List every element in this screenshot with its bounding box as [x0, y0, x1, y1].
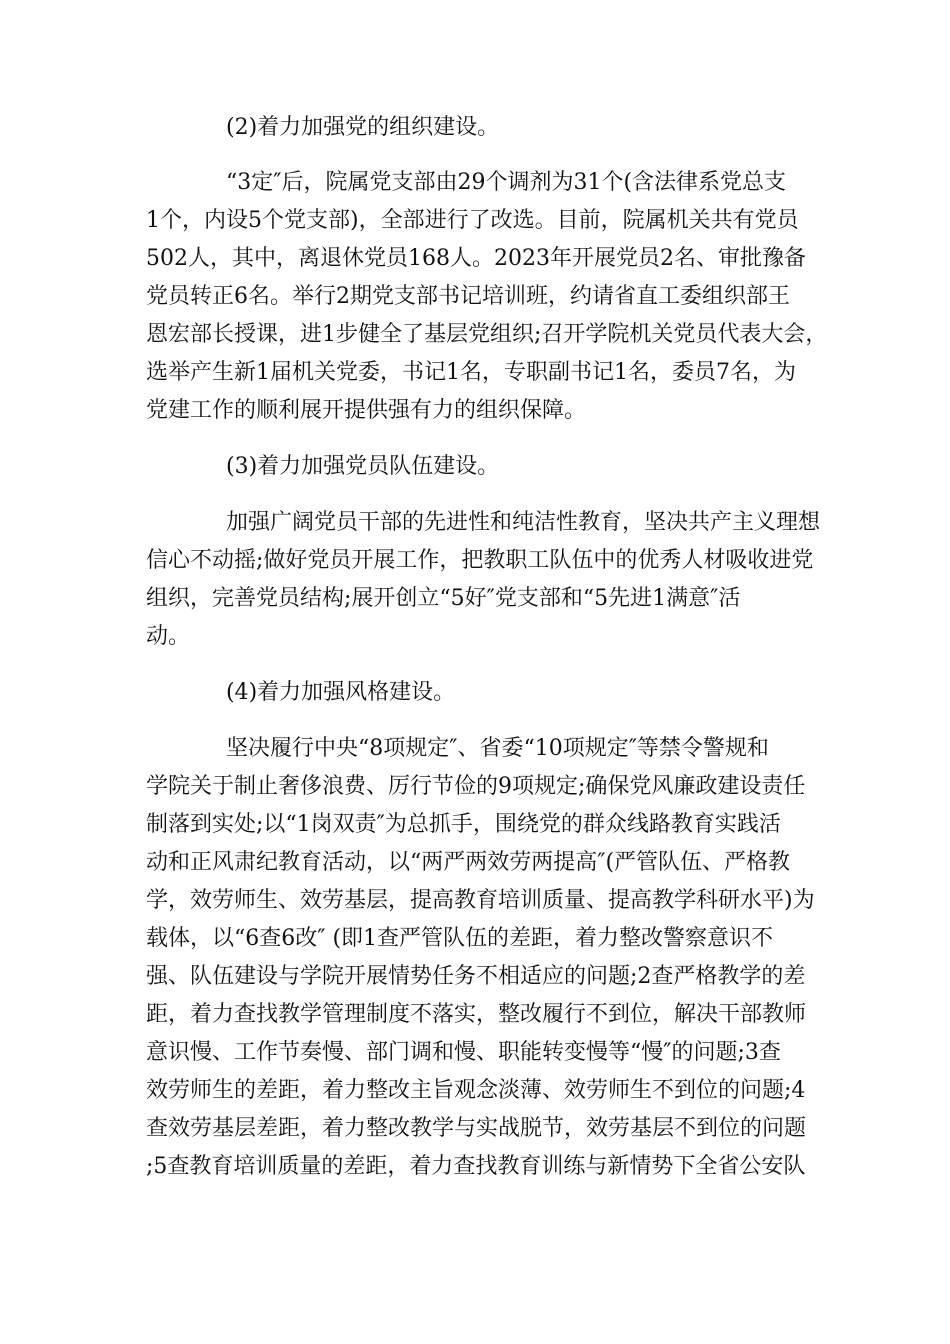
paragraph-line: 动和正风肃纪教育活动，以“两严两效劳两提高″(严管队伍、严格教 [146, 850, 791, 875]
paragraph-line: 信心不动摇;做好党员开展工作，把教职工队伍中的优秀人材吸收进党 [146, 548, 814, 573]
paragraph-line: 502人，其中，离退休党员168人。2023年开展党员2名、审批豫备 [146, 246, 806, 271]
paragraph-line: 学，效劳师生、效劳基层，提高教育培训质量、提高教学科研水平)为 [146, 888, 815, 913]
paragraph-line: 学院关于制止奢侈浪费、厉行节俭的9项规定;确保党风廉政建设责任 [146, 774, 806, 799]
paragraph-line: 加强广阔党员干部的先进性和纯洁性教育，坚决共产主义理想 [226, 510, 821, 535]
paragraph-line: ;5查教育培训质量的差距，着力查找教育训练与新情势下全省公安队 [146, 1154, 806, 1179]
paragraph-line: 坚决履行中央“8项规定″、省委“10项规定″等禁令警规和 [226, 736, 769, 761]
paragraph-line: 组织，完善党员结构;展开创立“5好″党支部和“5先进1满意″活 [146, 586, 741, 611]
paragraph-line: 强、队伍建设与学院开展情势任务不相适应的问题;2查严格教学的差 [146, 964, 806, 989]
paragraph-line: 载体，以“6查6改″ (即1查严管队伍的差距，着力整改警察意识不 [146, 926, 774, 951]
paragraph-line: 制落到实处;以“1岗双责″为总抓手，围绕党的群众线路教育实践活 [146, 812, 781, 837]
paragraph-line: 1个，内设5个党支部)，全部进行了改选。目前，院属机关共有党员 [146, 208, 799, 233]
paragraph-line: 意识慢、工作节奏慢、部门调和慢、职能转变慢等“慢″的问题;3查 [146, 1040, 781, 1065]
paragraph-line: 选举产生新1届机关党委，书记1名，专职副书记1名，委员7名，为 [146, 360, 796, 385]
paragraph-line: “3定″后，院属党支部由29个调剂为31个(含法律系党总支 [226, 170, 787, 195]
section-heading-4: (4)着力加强风格建设。 [226, 680, 456, 705]
paragraph-line: 查效劳基层差距，着力整改教学与实战脱节，效劳基层不到位的问题 [146, 1116, 807, 1141]
paragraph-line: 效劳师生的差距，着力整改主旨观念淡薄、效劳师生不到位的问题;4 [146, 1078, 806, 1103]
section-heading-3: (3)着力加强党员队伍建设。 [226, 454, 500, 479]
paragraph-line: 党员转正6名。举行2期党支部书记培训班，约请省直工委组织部王 [146, 284, 790, 309]
paragraph-line: 党建工作的顺利展开提供强有力的组织保障。 [146, 398, 587, 423]
section-heading-2: (2)着力加强党的组织建设。 [226, 115, 500, 140]
paragraph-line: 恩宏部长授课，进1步健全了基层党组织;召开学院机关党员代表大会， [146, 322, 828, 347]
paragraph-line: 动。 [146, 624, 191, 649]
paragraph-line: 距，着力查找教学管理制度不落实，整改履行不到位，解决干部教师 [146, 1002, 807, 1027]
